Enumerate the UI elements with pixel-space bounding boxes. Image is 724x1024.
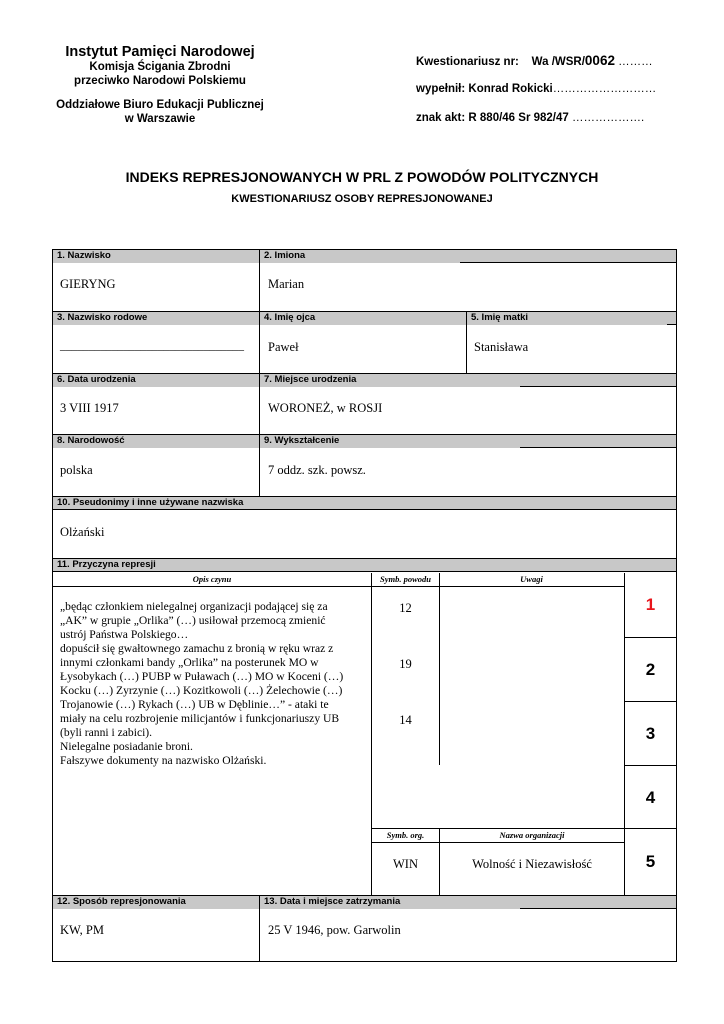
filled-by-dots: ………………………	[552, 83, 657, 95]
field-7-value: WORONEŻ, w ROSJI	[268, 401, 383, 415]
divider	[371, 828, 624, 829]
description-line: Łysobykach (…) PUBP w Puławach (…) MO w Koceni (…)	[60, 670, 344, 683]
field-6-value: 3 VIII 1917	[60, 401, 119, 415]
box-number-2: 2	[645, 660, 656, 679]
divider	[259, 250, 260, 496]
field-5-value: Stanisława	[474, 340, 529, 354]
questionnaire-prefix: Wa /WSR/	[531, 56, 585, 68]
field-2-value: Marian	[268, 277, 305, 291]
divider	[53, 586, 624, 587]
divider	[259, 896, 260, 961]
field-6-label: 6. Data urodzenia	[53, 374, 259, 387]
description-line: ustrój Państwa Polskiego…	[60, 628, 189, 641]
field-8-value: polska	[60, 463, 93, 477]
field-1-value: GIERYNG	[60, 277, 116, 291]
field-5-label: 5. Imię matki	[467, 312, 667, 325]
sub-title: KWESTIONARIUSZ OSOBY REPRESJONOWANEJ	[231, 193, 493, 205]
divider	[624, 701, 676, 702]
col-org-symbol-header: Symb. org.	[386, 830, 425, 840]
file-sign-line	[416, 112, 706, 124]
field-13-label: 13. Data i miejsce zatrzymania	[260, 896, 520, 909]
description-line: Kocku (…) Zyrzynie (…) Kozitkowoli (…) Żelechowie (…)	[60, 684, 343, 697]
field-1-label: 1. Nazwisko	[53, 250, 259, 263]
field-12-label: 12. Sposób represjonowania	[53, 896, 259, 909]
act-description	[60, 600, 372, 768]
description-line: Fałszywe dokumenty na nazwisko Olżański.	[60, 754, 267, 767]
field-7-label: 7. Miejsce urodzenia	[260, 374, 520, 387]
main-title: INDEKS REPRESJONOWANYCH W PRL Z POWODÓW POLITYCZNYCH	[125, 169, 599, 185]
questionnaire-label: Kwestionariusz nr:	[416, 56, 519, 68]
org-symbol: WIN	[393, 857, 418, 871]
description-line: miały na celu rozbrojenie milicjantów i funkcjonariuszy UB	[60, 712, 340, 725]
institution-block	[40, 44, 280, 126]
field-13-value: 25 V 1946, pow. Garwolin	[268, 923, 401, 937]
field-9-value: 7 oddz. szk. powsz.	[268, 463, 366, 477]
divider	[371, 842, 624, 843]
questionnaire-number-line	[416, 53, 706, 68]
divider	[624, 828, 676, 829]
reason-symbol: 14	[399, 713, 412, 727]
file-sign-dots: ……………….	[568, 112, 645, 124]
description-line: „będąc członkiem nielegalnej organizacji podającej się za	[60, 600, 328, 613]
reason-symbol: 12	[399, 601, 412, 615]
field-3-label: 3. Nazwisko rodowe	[53, 312, 259, 325]
office-line-2: w Warszawie	[124, 113, 196, 125]
commission-line-2: przeciwko Narodowi Polskiemu	[74, 75, 246, 87]
description-line: dopuścił się gwałtownego zamachu z bronią w ręku wraz z	[60, 642, 334, 655]
description-line: Nielegalne posiadanie broni.	[60, 740, 193, 753]
field-4-value: Paweł	[268, 340, 299, 354]
col-remarks-header: Uwagi	[520, 574, 543, 584]
filled-by: wypełnił: Konrad Rokicki	[416, 83, 553, 95]
box-number-4: 4	[645, 788, 656, 807]
col-description-header: Opis czynu	[192, 574, 232, 584]
divider	[466, 312, 467, 373]
questionnaire-dots: ………	[614, 56, 653, 68]
office-line-1: Oddziałowe Biuro Edukacji Publicznej	[56, 99, 264, 111]
field-12-value: KW, PM	[60, 923, 104, 937]
org-name: Wolność i Niezawisłość	[472, 857, 592, 871]
reason-symbol: 19	[399, 657, 412, 671]
divider	[439, 573, 440, 765]
field-10-label: 10. Pseudonimy i inne używane nazwiska	[53, 497, 676, 510]
description-line: „AK” w grupie „Orlika” (…) usiłował przemocą zmienić	[60, 614, 326, 627]
box-number-3: 3	[645, 724, 656, 743]
col-org-name-header: Nazwa organizacji	[499, 830, 565, 840]
field-11-label: 11. Przyczyna represji	[53, 559, 676, 572]
field-10-value: Olżański	[60, 525, 105, 539]
questionnaire-number: 0062	[584, 53, 615, 68]
filled-by-line	[416, 83, 706, 95]
field-8-label: 8. Narodowość	[53, 435, 259, 448]
institute-name: Instytut Pamięci Narodowej	[65, 44, 255, 60]
divider	[624, 765, 676, 766]
file-sign: znak akt: R 880/46 Sr 982/47	[416, 112, 569, 124]
commission-line-1: Komisja Ścigania Zbrodni	[89, 61, 231, 73]
col-reason-symbol-header: Symb. powodu	[379, 574, 431, 584]
field-2-label: 2. Imiona	[260, 250, 460, 263]
box-number-1: 1	[645, 595, 656, 614]
box-number-5: 5	[645, 852, 656, 871]
field-4-label: 4. Imię ojca	[260, 312, 466, 325]
divider	[624, 637, 676, 638]
description-line: Trojanowie (…) Rykach (…) UB w Dęblinie…” - ataki te	[60, 698, 329, 711]
field-9-label: 9. Wykształcenie	[260, 435, 520, 448]
description-line: innymi członkami bandy „Orlika” na posterunek MO w	[60, 656, 319, 669]
field-3-value: ________________________________	[60, 340, 244, 352]
description-line: (byli ranni i zabici).	[60, 726, 153, 739]
